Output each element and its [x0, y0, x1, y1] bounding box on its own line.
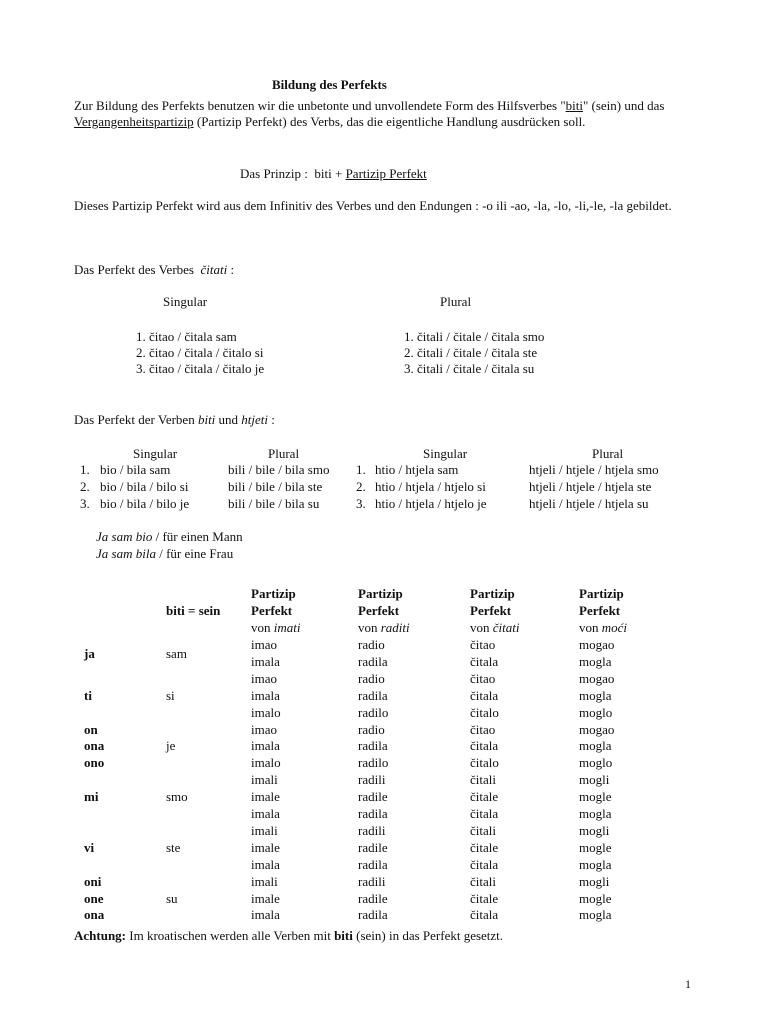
aux-biti: sam [166, 646, 187, 661]
citati-singular-2: 2. čitao / čitala / čitalo si [136, 345, 264, 360]
participle-form: mogla [579, 654, 612, 669]
example-female [96, 546, 233, 562]
pronoun: ono [84, 755, 105, 770]
principle-formula-pre: biti + [314, 166, 346, 181]
participle-form: radila [358, 806, 388, 821]
participle-form: imala [251, 907, 280, 922]
participle-form: radilo [358, 705, 389, 720]
note-text-post: (sein) in das Perfekt gesetzt. [352, 928, 504, 943]
participle-form: čitao [470, 637, 496, 652]
participle-form: čitala [470, 738, 499, 753]
participle-form: moglo [579, 755, 613, 770]
participle-form: čitali [470, 772, 496, 787]
bh-heading-verb2: htjeti [241, 412, 269, 427]
participle-form: imao [251, 671, 277, 686]
intro-paragraph [74, 98, 714, 130]
participle-form: radila [358, 654, 388, 669]
citati-plural-2: 2. čitali / čitale / čitala ste [404, 345, 538, 360]
participle-form: čitala [470, 857, 499, 872]
pronoun: ja [84, 646, 95, 661]
participle-form: čitala [470, 688, 499, 703]
bh-biti-plural: bili / bile / bila smo [228, 462, 330, 477]
bh-row-number-2: 1. [356, 462, 366, 477]
participle-form: čitala [470, 806, 499, 821]
participle-form: radilo [358, 755, 389, 770]
participle-form: imale [251, 891, 280, 906]
bh-heading-verb1: biti [197, 412, 216, 427]
participle-form: mogli [579, 874, 610, 889]
participle-form: mogla [579, 857, 612, 872]
bh-biti-plural: bili / bile / bila su [228, 496, 320, 511]
bh-header-plural-1: Plural [268, 446, 300, 461]
bh-htjeti-singular: htio / htjela / htjelo si [375, 479, 486, 494]
von-label: von [470, 620, 493, 635]
bh-header-plural-2: Plural [592, 446, 624, 461]
intro-text-1: Zur Bildung des Perfekts benutzen wir die unbetonte und unvollendete Form des Hilfsverbes " [74, 98, 566, 113]
pronoun: oni [84, 874, 102, 889]
pronoun: ona [84, 907, 105, 922]
bh-htjeti-plural: htjeli / htjele / htjela smo [529, 462, 659, 477]
bh-htjeti-plural: htjeli / htjele / htjela ste [529, 479, 652, 494]
participle-form: mogle [579, 840, 612, 855]
bh-htjeti-singular: htio / htjela / htjelo je [375, 496, 487, 511]
infinitive-1: raditi [380, 620, 410, 635]
participle-form: mogle [579, 891, 612, 906]
biti-sein-header: biti = sein [166, 603, 221, 618]
participle-form: radio [358, 637, 385, 652]
aux-biti: smo [166, 789, 188, 804]
pp-header-partizip: Partizip [251, 586, 296, 601]
participle-form: radio [358, 671, 385, 686]
participle-form: mogli [579, 823, 610, 838]
participle-form: imali [251, 874, 278, 889]
page-title: Bildung des Perfekts [272, 77, 387, 92]
intro-text-3: (Partizip Perfekt) des Verbs, das die eigentliche Handlung ausdrücken soll. [193, 114, 586, 129]
bh-htjeti-singular: htio / htjela sam [375, 462, 459, 477]
citati-plural-label: Plural [440, 294, 472, 309]
formation-paragraph: Dieses Partizip Perfekt wird aus dem Infinitiv des Verbes und den Endungen : -o ili -ao, -la, -lo, -li,-le, -la gebildet. [74, 198, 672, 213]
page-number: 1 [685, 977, 691, 991]
intro-text-2: " (sein) und das [582, 98, 665, 113]
bh-heading-post: : [268, 412, 275, 427]
pp-header-partizip: Partizip [579, 586, 624, 601]
pp-header-perfekt: Perfekt [470, 603, 512, 618]
note-text-pre: Im kroatischen werden alle Verben mit [126, 928, 335, 943]
participle-form: čitao [470, 722, 496, 737]
infinitive-3: moći [601, 620, 628, 635]
pp-header-von [358, 620, 410, 636]
participle-form: mogla [579, 806, 612, 821]
citati-singular-label: Singular [163, 294, 208, 309]
bh-biti-singular: bio / bila / bilo je [100, 496, 190, 511]
pronoun: on [84, 722, 98, 737]
biti-htjeti-heading [74, 412, 275, 428]
participle-form: imala [251, 806, 280, 821]
pp-header-von [251, 620, 300, 636]
note-line [74, 928, 503, 944]
bh-biti-singular: bio / bila / bilo si [100, 479, 189, 494]
participle-form: radile [358, 891, 388, 906]
aux-biti: je [166, 738, 176, 753]
pp-header-von [470, 620, 519, 636]
infinitive-2: čitati [492, 620, 520, 635]
example-male [96, 529, 243, 545]
participle-form: imala [251, 654, 280, 669]
participle-form: čitale [470, 891, 499, 906]
participle-form: imalo [251, 755, 281, 770]
participle-form: čitala [470, 654, 499, 669]
pp-header-partizip: Partizip [358, 586, 403, 601]
aux-biti: si [166, 688, 175, 703]
bh-heading-und: und [215, 412, 242, 427]
citati-heading [74, 262, 234, 278]
participle-form: čitali [470, 874, 496, 889]
pp-header-perfekt: Perfekt [579, 603, 621, 618]
pronoun: mi [84, 789, 99, 804]
participle-form: imao [251, 637, 277, 652]
participle-form: radili [358, 772, 386, 787]
principle-line [240, 166, 427, 182]
example-female-phrase: Ja sam bila [96, 546, 156, 561]
participle-form: čitalo [470, 755, 499, 770]
note-label: Achtung: [74, 928, 127, 943]
bh-biti-plural: bili / bile / bila ste [228, 479, 323, 494]
citati-plural-3: 3. čitali / čitale / čitala su [404, 361, 535, 376]
participle-form: radili [358, 874, 386, 889]
pp-header-perfekt: Perfekt [358, 603, 400, 618]
bh-row-number-2: 2. [356, 479, 366, 494]
participle-form: imalo [251, 705, 281, 720]
participle-form: čitale [470, 840, 499, 855]
aux-biti: su [166, 891, 178, 906]
participle-form: čitao [470, 671, 496, 686]
participle-form: radile [358, 789, 388, 804]
participle-form: imala [251, 857, 280, 872]
infinitive-0: imati [273, 620, 301, 635]
citati-heading-post: : [227, 262, 235, 277]
participle-form: čitale [470, 789, 499, 804]
pp-header-partizip: Partizip [470, 586, 515, 601]
participle-form: radili [358, 823, 386, 838]
participle-form: imala [251, 738, 280, 753]
participle-form: mogla [579, 907, 612, 922]
participle-form: imala [251, 688, 280, 703]
participle-form: mogle [579, 789, 612, 804]
participle-form: čitali [470, 823, 496, 838]
participle-form: mogao [579, 722, 615, 737]
pronoun: ona [84, 738, 105, 753]
bh-htjeti-plural: htjeli / htjele / htjela su [529, 496, 649, 511]
principle-formula-underlined: Partizip Perfekt [345, 166, 427, 181]
participle-form: radila [358, 688, 388, 703]
participle-form: radila [358, 907, 388, 922]
participle-form: radila [358, 857, 388, 872]
von-label: von [358, 620, 381, 635]
participle-form: imali [251, 823, 278, 838]
citati-singular-3: 3. čitao / čitala / čitalo je [136, 361, 265, 376]
participle-form: radila [358, 738, 388, 753]
bh-header-singular-2: Singular [423, 446, 468, 461]
participle-form: radile [358, 840, 388, 855]
participle-form: radio [358, 722, 385, 737]
participle-form: imale [251, 789, 280, 804]
intro-biti: biti [565, 98, 583, 113]
pronoun: vi [84, 840, 95, 855]
note-biti: biti [334, 928, 353, 943]
pronoun: ti [84, 688, 92, 703]
participle-form: imali [251, 772, 278, 787]
aux-biti: ste [166, 840, 181, 855]
principle-label: Das Prinzip : [240, 166, 308, 181]
example-male-phrase: Ja sam bio [96, 529, 153, 544]
bh-row-number: 2. [80, 479, 90, 494]
intro-vergangenheitspartizip: Vergangenheitspartizip [74, 114, 194, 129]
bh-heading-pre: Das Perfekt der Verben [74, 412, 198, 427]
citati-plural-1: 1. čitali / čitale / čitala smo [404, 329, 545, 344]
citati-heading-pre: Das Perfekt des Verbes [74, 262, 198, 277]
participle-form: mogli [579, 772, 610, 787]
participle-form: čitala [470, 907, 499, 922]
pp-header-von [579, 620, 627, 636]
bh-biti-singular: bio / bila sam [100, 462, 171, 477]
participle-form: imale [251, 840, 280, 855]
participle-form: moglo [579, 705, 613, 720]
bh-row-number: 1. [80, 462, 90, 477]
participle-form: mogao [579, 671, 615, 686]
pronoun: one [84, 891, 104, 906]
pp-header-perfekt: Perfekt [251, 603, 293, 618]
von-label: von [579, 620, 602, 635]
citati-singular-1: 1. čitao / čitala sam [136, 329, 237, 344]
participle-form: čitalo [470, 705, 499, 720]
participle-form: mogla [579, 738, 612, 753]
von-label: von [251, 620, 274, 635]
participle-form: mogao [579, 637, 615, 652]
example-female-note: / für eine Frau [155, 546, 234, 561]
bh-row-number-2: 3. [356, 496, 366, 511]
bh-header-singular-1: Singular [133, 446, 178, 461]
participle-form: mogla [579, 688, 612, 703]
participle-form: imao [251, 722, 277, 737]
example-male-note: / für einen Mann [152, 529, 243, 544]
citati-heading-verb: čitati [200, 262, 228, 277]
bh-row-number: 3. [80, 496, 90, 511]
